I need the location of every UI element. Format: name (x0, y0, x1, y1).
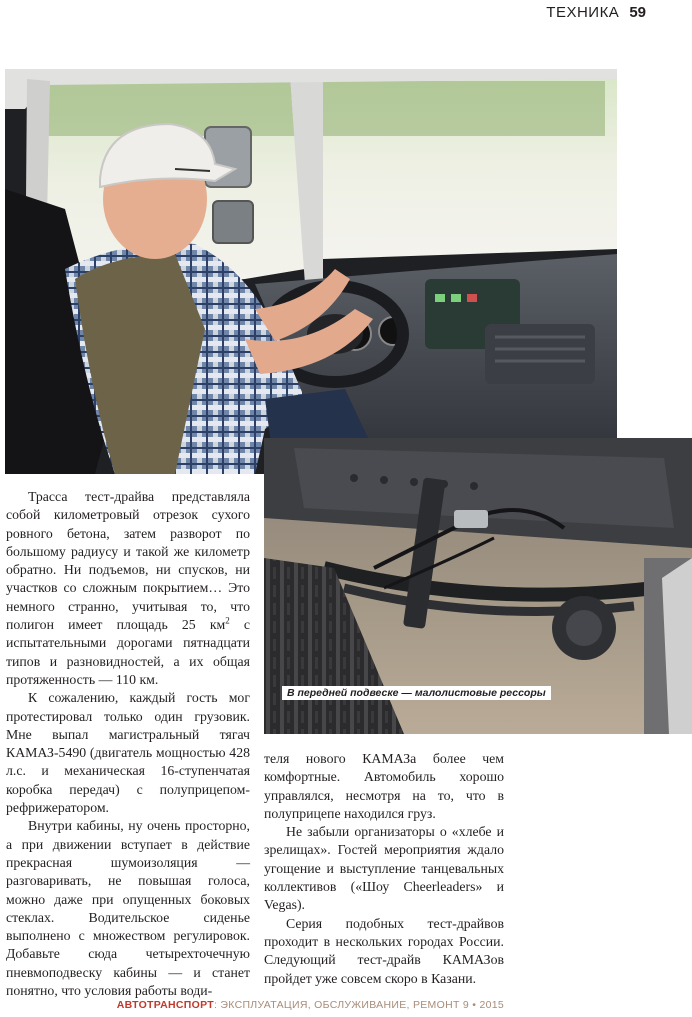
superscript: 2 (225, 615, 230, 626)
footer-brand: АВТОТРАНСПОРТ (116, 999, 214, 1011)
paragraph: теля нового КАМАЗа более чем комфортные. Автомобиль хорошо управлялся, несмотря на то, что в полуприцепе находился груз. (264, 751, 504, 821)
page-header (546, 4, 646, 21)
page-number: 59 (629, 4, 646, 21)
page-footer (117, 999, 504, 1011)
paragraph: Внутри кабины, ну очень просторно, а при движении вступает в действие прекрасная шумоизоляция — разговаривать, не повышая голоса, можно даже при опущенных боковых стеклах. Водительское сиденье выполнено с множеством регулировок. Добавьте сюда четырехточечную пневмоподвеску кабины — и станет понятно, что условия работы води- (6, 818, 250, 999)
paragraph: Серия подобных тест-драйвов проходит в нескольких городах России. Следующий тест-драйв КАМАЗов пройдет уже совсем скоро в Казани. (264, 915, 504, 986)
footer-text: : ЭКСПЛУАТАЦИЯ, ОБСЛУЖИВАНИЕ, РЕМОНТ 9 • 2015 (214, 999, 504, 1011)
paragraph: Трасса тест-драйва представляла собой километровый отрезок сухого ровного бетона, затем разворот по большому радиусу и такой же километр обратно. Ни подъемов, ни спусков, ни участков со сложным покрытием… Это немного странно, учитывая то, что полигон имеет площадь 25 $км^2$ с испытательными дорогами пятнадцати типов и разновидностей, а их общая протяженность — 110 км. (6, 489, 250, 687)
article-column-2 (264, 750, 504, 988)
section-title: ТЕХНИКА (546, 4, 620, 21)
paragraph: Не забыли организаторы о «хлебе и зрелищах». Гостей мероприятия ждало угощение и выступление танцевальных коллективов («Шоу Cheerleaders» и Vegas). (264, 824, 504, 913)
photo-caption: В передней подвеске — малолистовые рессоры (282, 686, 551, 700)
article-column-1 (6, 488, 250, 1000)
paragraph: К сожалению, каждый гость мог протестировал только один грузовик. Мне выпал магистральный тягач КАМАЗ-5490 (двигатель мощностью 428 л.с. и механическая 16-ступенчатая коробка передач) с полуприцепом-рефрижератором. (6, 690, 250, 816)
cabin-photo (5, 69, 617, 474)
cabin-photo-illustration (5, 69, 617, 474)
